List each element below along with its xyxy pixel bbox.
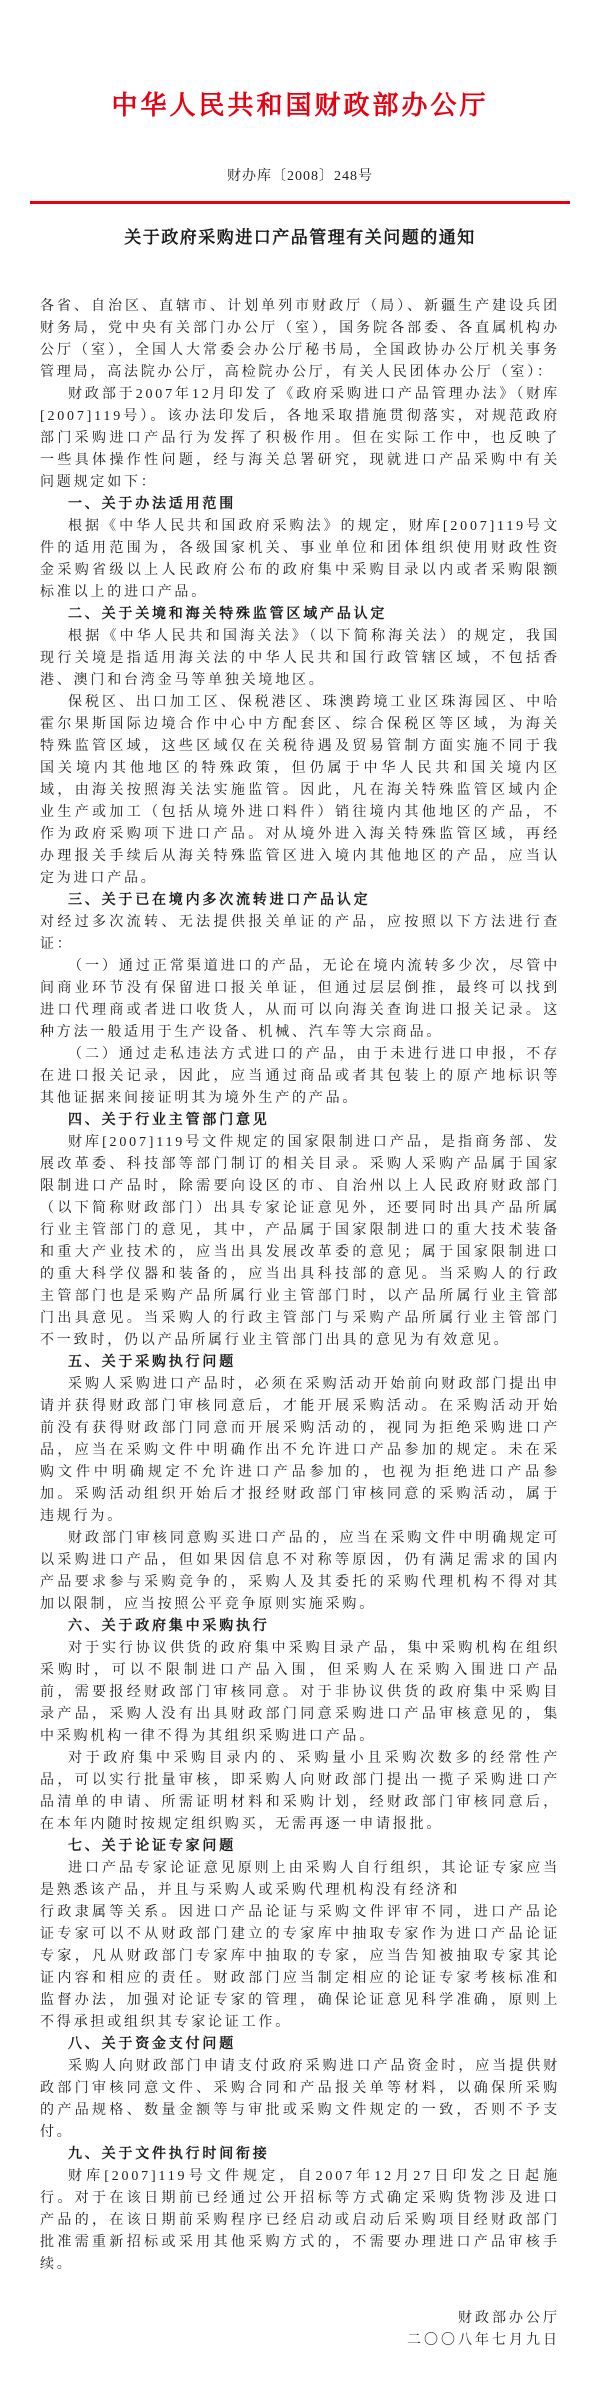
section-heading: 一、关于办法适用范围 <box>68 497 236 512</box>
issuer-letterhead: 中华人民共和国财政部办公厅 <box>111 91 489 120</box>
document-number: 财办库〔2008〕248号 <box>227 169 373 184</box>
paragraph: 财政部于2007年12月印发了《政府采购进口产品管理办法》（财库[2007]119号）。该办法印发后，各地采取措施贯彻落实，对规范政府部门采购进口产品行为发挥了积极作用。但在实际工作中，也反映了一些具体操作性问题，经与海关总署研究，现就进口产品采购中有关问题规定如下： <box>40 387 560 490</box>
signature-department: 财政部办公厅 <box>458 2311 560 2326</box>
paragraph: 行政隶属等关系。因进口产品论证与采购文件评审不同，进口产品论证专家可以不从财政部门建立的专家库中抽取专家作为进口产品论证专家，凡从财政部门专家库中抽取的专家，应当告知被抽取专家其论证内容和相应的责任。财政部门应当制定相应的论证专家考核标准和监督办法，加强对论证专家的管理，确保论证意见科学准确，原则上不得承担或组织其专家论证工作。 <box>40 1905 560 2030</box>
paragraph: 进口产品专家论证意见原则上由采购人自行组织，其论证专家应当是熟悉该产品，并且与采购人或采购代理机构没有经济和 <box>40 1861 560 1898</box>
paragraph: 采购人向财政部门申请支付政府采购进口产品资金时，应当提供财政部门审核同意文件、采购合同和产品报关单等材料，以确保所采购的产品规格、数量金额等与审批或采购文件规定的一致，否则不予支付。 <box>40 2059 560 2140</box>
paragraph: 对经过多次流转、无法提供报关单证的产品，应按照以下方法进行查证： <box>40 915 560 952</box>
paragraph: 采购人采购进口产品时，必须在采购活动开始前向财政部门提出申请并获得财政部门审核同意后，才能开展采购活动。在采购活动开始前没有获得财政部门同意而开展采购活动的，视同为拒绝采购进口产品，应当在采购文件中明确作出不允许进口产品参加的规定。未在采购文件中明确规定不允许进口产品参加的，也视为拒绝进口产品参加。采购活动组织开始后才报经财政部门审核同意的采购活动，属于违规行为。 <box>40 1377 560 1524</box>
document-title: 关于政府采购进口产品管理有关问题的通知 <box>124 228 476 247</box>
section-heading: 九、关于文件执行时间衔接 <box>68 2147 270 2162</box>
section-heading: 四、关于行业主管部门意见 <box>68 1113 270 1128</box>
paragraph: 保税区、出口加工区、保税港区、珠澳跨境工业区珠海园区、中哈霍尔果斯国际边境合作中心中方配套区、综合保税区等区域，为海关特殊监管区域，这些区域仅在关税待遇及贸易管制方面实施不同于我国关境内其他地区的特殊政策，但仍属于中华人民共和国关境内区域，由海关按照海关法实施监管。因此，凡在海关特殊监管区域内企业生产或加工（包括从境外进口料件）销往境内其他地区的产品，不作为政府采购项下进口产品。对从境外进入海关特殊监管区域，再经办理报关手续后从海关特殊监管区进入境内其他地区的产品，应当认定为进口产品。 <box>40 695 560 886</box>
paragraph: 根据《中华人民共和国政府采购法》的规定，财库[2007]119号文件的适用范围为，各级国家机关、事业单位和团体组织使用财政性资金采购省级以上人民政府公布的政府集中采购目录以内或者采购限额标准以上的进口产品。 <box>40 519 560 600</box>
section-heading: 八、关于资金支付问题 <box>68 2037 236 2052</box>
paragraph: （二）通过走私违法方式进口的产品，由于未进行进口申报，不存在进口报关记录，因此，应当通过商品或者其包装上的原产地标识等其他证据来间接证明其为境外生产的产品。 <box>40 1047 560 1106</box>
paragraph: 各省、自治区、直辖市、计划单列市财政厅（局）、新疆生产建设兵团财务局，党中央有关部门办公厅（室），国务院各部委、各直属机构办公厅（室），全国人大常委会办公厅秘书局，全国政协办公厅机关事务管理局，高法院办公厅，高检院办公厅，有关人民团体办公厅（室）： <box>40 299 560 380</box>
section-heading: 五、关于采购执行问题 <box>68 1355 236 1370</box>
paragraph: 财库[2007]119号文件规定，自2007年12月27日印发之日起施行。对于在该日期前已经通过公开招标等方式确定采购货物涉及进口产品的，在该日期前采购程序已经启动或启动后采购项目经财政部门批准需重新招标或采用其他采购方式的，不需要办理进口产品审核手续。 <box>40 2169 560 2272</box>
document-body <box>40 296 560 2352</box>
section-heading: 六、关于政府集中采购执行 <box>68 1619 270 1634</box>
signature-date: 二〇〇八年七月九日 <box>407 2333 560 2348</box>
signature-block <box>40 2308 560 2352</box>
paragraph: 财政部门审核同意购买进口产品的，应当在采购文件中明确规定可以采购进口产品，但如果因信息不对称等原因，仍有满足需求的国内产品要求参与采购竞争的，采购人及其委托的采购代理机构不得对其加以限制，应当按照公平竞争原则实施采购。 <box>40 1531 560 1612</box>
paragraph: 根据《中华人民共和国海关法》（以下简称海关法）的规定，我国现行关境是指适用海关法的中华人民共和国行政管辖区域，不包括香港、澳门和台湾金马等单独关境地区。 <box>40 629 560 688</box>
section-heading: 二、关于关境和海关特殊监管区域产品认定 <box>68 607 388 622</box>
section-heading: 七、关于论证专家问题 <box>68 1839 236 1854</box>
paragraph: 对于政府集中采购目录内的、采购量小且采购次数多的经常性产品，可以实行批量审核，即采购人向财政部门提出一揽子采购进口产品清单的申请、所需证明材料和采购计划，经财政部门审核同意后，在本年内随时按规定组织购买，无需再逐一申请报批。 <box>40 1751 560 1832</box>
paragraph: 财库[2007]119号文件规定的国家限制进口产品，是指商务部、发展改革委、科技部等部门制订的相关目录。采购人采购产品属于国家限制进口产品时，除需要向设区的市、自治州以上人民政府财政部门（以下简称财政部门）出具专家论证意见外，还要同时出具产品所属行业主管部门的意见，其中，产品属于国家限制进口的重大技术装备和重大产业技术的，应当出具发展改革委的意见；属于国家限制进口的重大科学仪器和装备的，应当出具科技部的意见。当采购人的行政主管部门也是采购产品所属行业主管部门时，以产品所属行业主管部门出具意见。当采购人的行政主管部门与采购产品所属行业主管部门不一致时，仍以产品所属行业主管部门出具的意见为有效意见。 <box>40 1135 560 1348</box>
section-heading: 三、关于已在境内多次流转进口产品认定 <box>68 893 371 908</box>
paragraph: 对于实行协议供货的政府集中采购目录产品，集中采购机构在组织采购时，可以不限制进口产品入围，但采购人在采购入围进口产品前，需要报经财政部门审核同意。对于非协议供货的政府集中采购目录产品，采购人没有出具财政部门同意采购进口产品审核意见的，集中采购机构一律不得为其组织采购进口产品。 <box>40 1641 560 1744</box>
letterhead-divider <box>30 201 570 204</box>
paragraph: （一）通过正常渠道进口的产品，无论在境内流转多少次，尽管中间商业环节没有保留进口报关单证，但通过层层倒推，最终可以找到进口代理商或者进口收货人，从而可以向海关查询进口报关记录。这种方法一般适用于生产设备、机械、汽车等大宗商品。 <box>40 959 560 1040</box>
